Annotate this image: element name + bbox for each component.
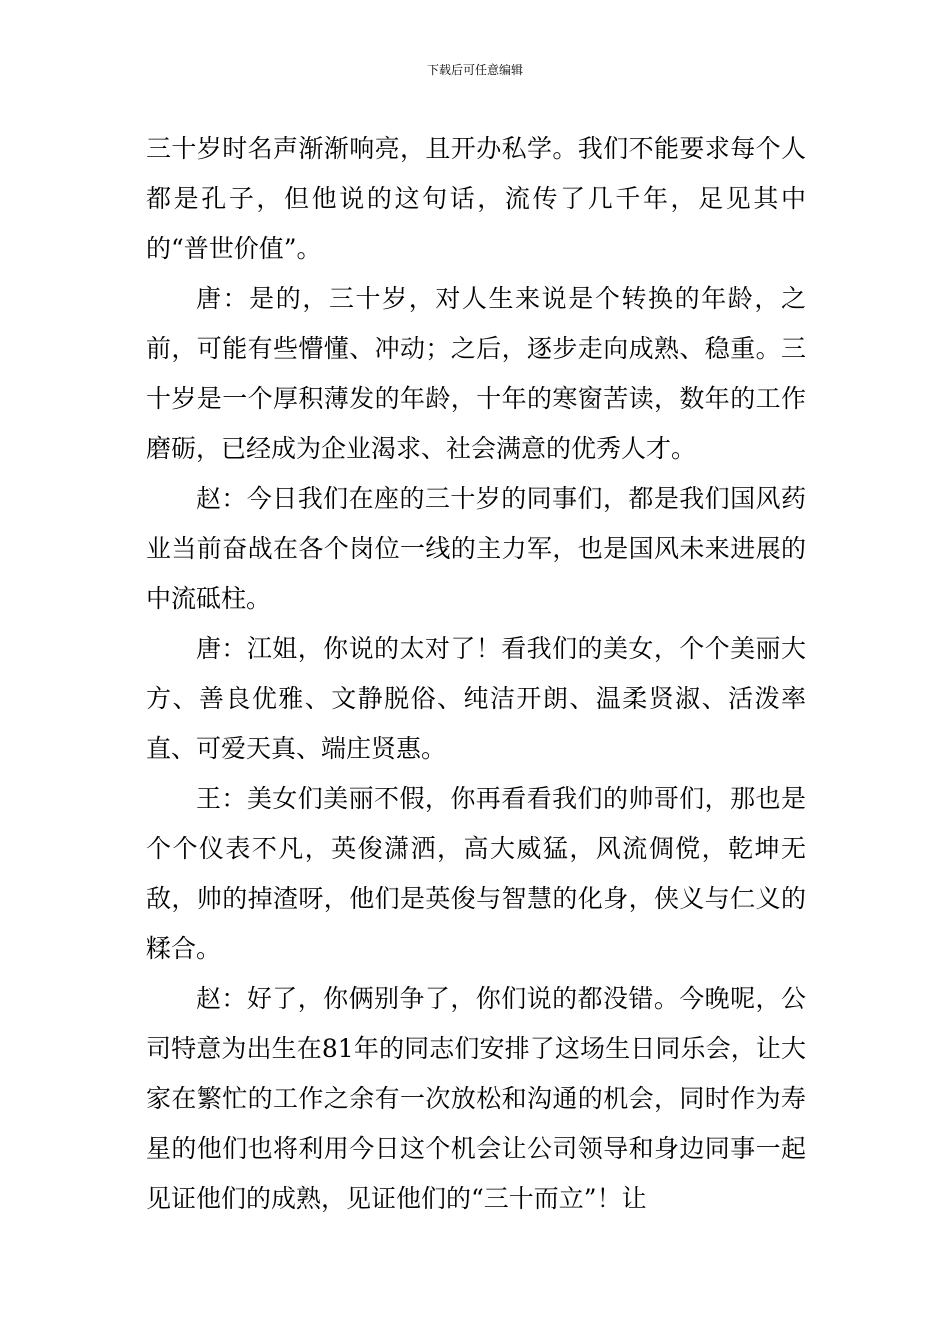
paragraph-continuation: 三十岁时名声渐渐响亮，且开办私学。我们不能要求每个人都是孔子，但他说的这句话，流传了几千年，足见其中的“普世价值”。 [146, 134, 806, 263]
paragraph-wang-1: 王：美女们美丽不假，你再看看我们的帅哥们，那也是个个仪表不凡，英俊潇洒，高大威猛，风流倜傥，乾坤无敌，帅的掉渣呀，他们是英俊与智慧的化身，侠义与仁义的糅合。 [146, 784, 806, 963]
paragraph-zhao-2: 赵：好了，你俩别争了，你们说的都没错。今晚呢，公司特意为出生在81年的同志们安排了这场生日同乐会，让大家在繁忙的工作之余有一次放松和沟通的机会，同时作为寿星的他们也将利用今日这个机会让公司领导和身边同事一起见证他们的成熟，见证他们的“三十而立”！让 [146, 984, 806, 1213]
paragraph-tang-2: 唐：江姐，你说的太对了！看我们的美女，个个美丽大方、善良优雅、文静脱俗、纯洁开朗、温柔贤淑、活泼率直、可爱天真、端庄贤惠。 [146, 634, 806, 763]
page-header: 下载后可任意编辑 [426, 63, 523, 77]
document-body [146, 124, 806, 1224]
paragraph-zhao-1: 赵：今日我们在座的三十岁的同事们，都是我们国风药业当前奋战在各个岗位一线的主力军，也是国风未来进展的中流砥柱。 [146, 484, 806, 613]
paragraph-tang-1: 唐：是的，三十岁，对人生来说是个转换的年龄，之前，可能有些懵懂、冲动；之后，逐步走向成熟、稳重。三十岁是一个厚积薄发的年龄，十年的寒窗苦读，数年的工作磨砺，已经成为企业渴求、社会满意的优秀人才。 [146, 284, 806, 463]
